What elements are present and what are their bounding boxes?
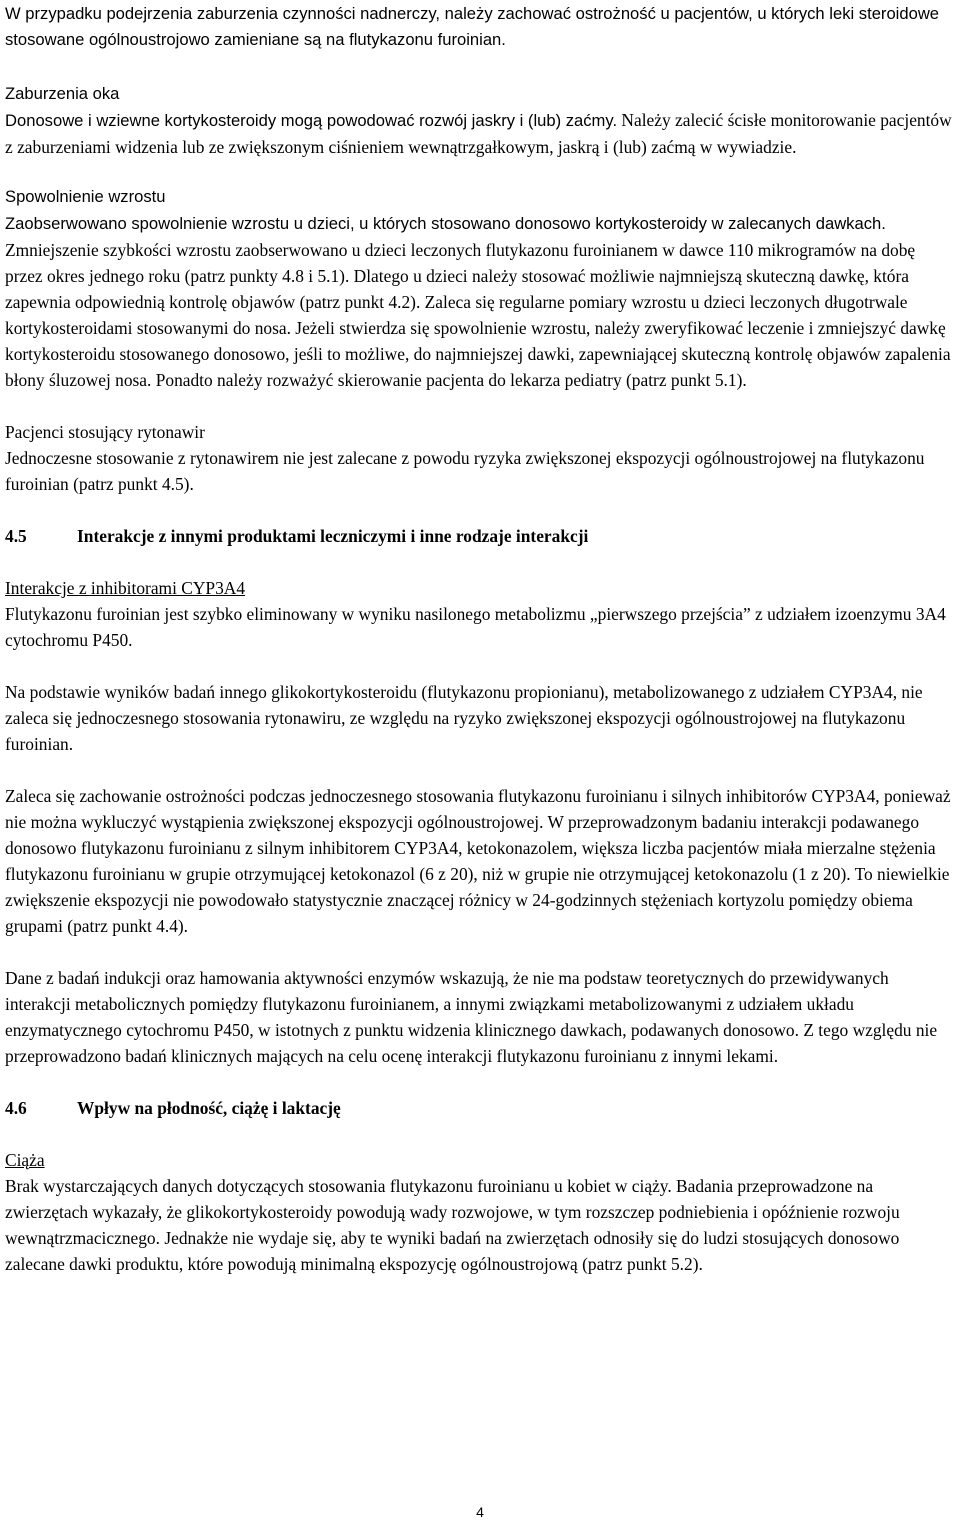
- document-page: [5, 0, 957, 1277]
- adrenal-note: W przypadku podejrzenia zaburzenia czynności nadnerczy, należy zachować ostrożność u pacjentów, u których leki steroidowe stosowane ogólnoustrojowo zamieniane są na flutykazonu furoinian.: [5, 4, 940, 49]
- cyp3a4-subheading: Interakcje z inhibitorami CYP3A4: [5, 578, 246, 598]
- section-4-6-heading: [5, 1095, 957, 1121]
- section-4-5-number: 4.5: [5, 526, 27, 546]
- eye-text-rest: Należy zalecić ścisłe monitorowanie pacjentów z zaburzeniami widzenia lub ze zwiększonym ciśnieniem wewnątrzgałkowym, jaskrą i (lub) zaćmą w wywiadzie.: [5, 110, 952, 157]
- growth-title: Spowolnienie wzrostu: [5, 187, 166, 206]
- growth-text-rest: Zmniejszenie szybkości wzrostu zaobserwowano u dzieci leczonych flutykazonu furoinianem w dawce 110 mikrogramów na dobę przez okres jednego roku (patrz punkty 4.8 i 5.1). Dlatego u dzieci należy stosować możliwie najmniejszą skuteczną dawkę, która zapewnia odpowiednią kontrolę objawów (patrz punkt 4.2). Zaleca się regularne pomiary wzrostu u dzieci leczonych długotrwale kortykosteroidami stosowanymi do nosa. Jeżeli stwierdza się spowolnienie wzrostu, należy zweryfikować leczenie i zmniejszyć dawkę kortykosteroidu stosowanego donosowo, jeśli to możliwe, do najmniejszej dawki, zapewniającej skuteczną kontrolę objawów zapalenia błony śluzowej nosa. Ponadto należy rozważyć skierowanie pacjenta do lekarza pediatry (patrz punkt 5.1).: [5, 240, 951, 390]
- interactions-paragraph-4: Dane z badań indukcji oraz hamowania aktywności enzymów wskazują, że nie ma podstaw teoretycznych do przewidywanych interakcji metabolicznych pomiędzy flutykazonu furoinianem, a innymi związkami metabolizowanymi z udziałem układu enzymatycznego cytochromu P450, w istotnych z punktu widzenia klinicznego dawkach, podawanych donosowo. Z tego względu nie przeprowadzono badań klinicznych mających na celu ocenę interakcji flutykazonu furoinianu z innymi lekami.: [5, 968, 938, 1066]
- eye-disorders-title: Zaburzenia oka: [5, 84, 120, 103]
- eye-disorders-text: [5, 107, 957, 160]
- section-4-6-number: 4.6: [5, 1098, 27, 1118]
- growth-text-start: Zaobserwowano spowolnienie wzrostu u dzieci, u których stosowano donosowo kortykosteroidy w zalecanych dawkach.: [5, 214, 886, 233]
- pregnancy-paragraph: Brak wystarczających danych dotyczących stosowania flutykazonu furoinianu u kobiet w ciąży. Badania przeprowadzone na zwierzętach wykazały, że glikokortykosteroidy powodują wady rozwojowe, w tym rozszczep podniebienia i opóźnienie rozwoju wewnątrzmacicznego. Jednakże nie wydaje się, aby te wyniki badań na zwierzętach odnosiły się do ludzi stosujących donosowo zalecane dawki produktu, które powodują minimalną ekspozycję ogólnoustrojową (patrz punkt 5.2).: [5, 1176, 900, 1274]
- ritonavir-text: Jednoczesne stosowanie z rytonawirem nie jest zalecane z powodu ryzyka zwiększonej ekspozycji ogólnoustrojowej na flutykazonu furoinian (patrz punkt 4.5).: [5, 448, 925, 494]
- pregnancy-subheading: Ciąża: [5, 1150, 45, 1170]
- section-4-5-title: Interakcje z innymi produktami leczniczymi i inne rodzaje interakcji: [77, 526, 589, 546]
- section-4-5-heading: [5, 523, 957, 549]
- interactions-paragraph-2: Na podstawie wyników badań innego glikokortykosteroidu (flutykazonu propionianu), metabolizowanego z udziałem CYP3A4, nie zaleca się jednoczesnego stosowania rytonawiru, ze względu na ryzyko zwiększonej ekspozycji ogólnoustrojowej na flutykazonu furoinian.: [5, 682, 923, 754]
- interactions-paragraph-1: Flutykazonu furoinian jest szybko eliminowany w wyniku nasilonego metabolizmu „pierwszego przejścia” z udziałem izoenzymu 3A4 cytochromu P450.: [5, 604, 946, 650]
- interactions-paragraph-3: Zaleca się zachowanie ostrożności podczas jednoczesnego stosowania flutykazonu furoinianu i silnych inhibitorów CYP3A4, ponieważ nie można wykluczyć wystąpienia zwiększonej ekspozycji ogólnoustrojowej. W przeprowadzonym badaniu interakcji podawanego donosowo flutykazonu furoinianu z silnym inhibitorem CYP3A4, ketokonazolem, większa liczba pacjentów miała mierzalne stężenia flutykazonu furoinianu w grupie otrzymującej ketokonazol (6 z 20), niż w grupie nie otrzymującej ketokonazolu (1 z 20). To niewielkie zwiększenie ekspozycji nie powodowało statystycznie znaczącej różnicy w 24-godzinnych stężeniach kortyzolu pomiędzy obiema grupami (patrz punkt 4.4).: [5, 786, 951, 936]
- page-number: 4: [476, 1504, 484, 1520]
- growth-text: [5, 210, 957, 393]
- eye-text-start: Donosowe i wziewne kortykosteroidy mogą powodować rozwój jaskry i (lub) zaćmy.: [5, 111, 618, 130]
- ritonavir-title: Pacjenci stosujący rytonawir: [5, 422, 205, 442]
- section-4-6-title: Wpływ na płodność, ciążę i laktację: [77, 1098, 341, 1118]
